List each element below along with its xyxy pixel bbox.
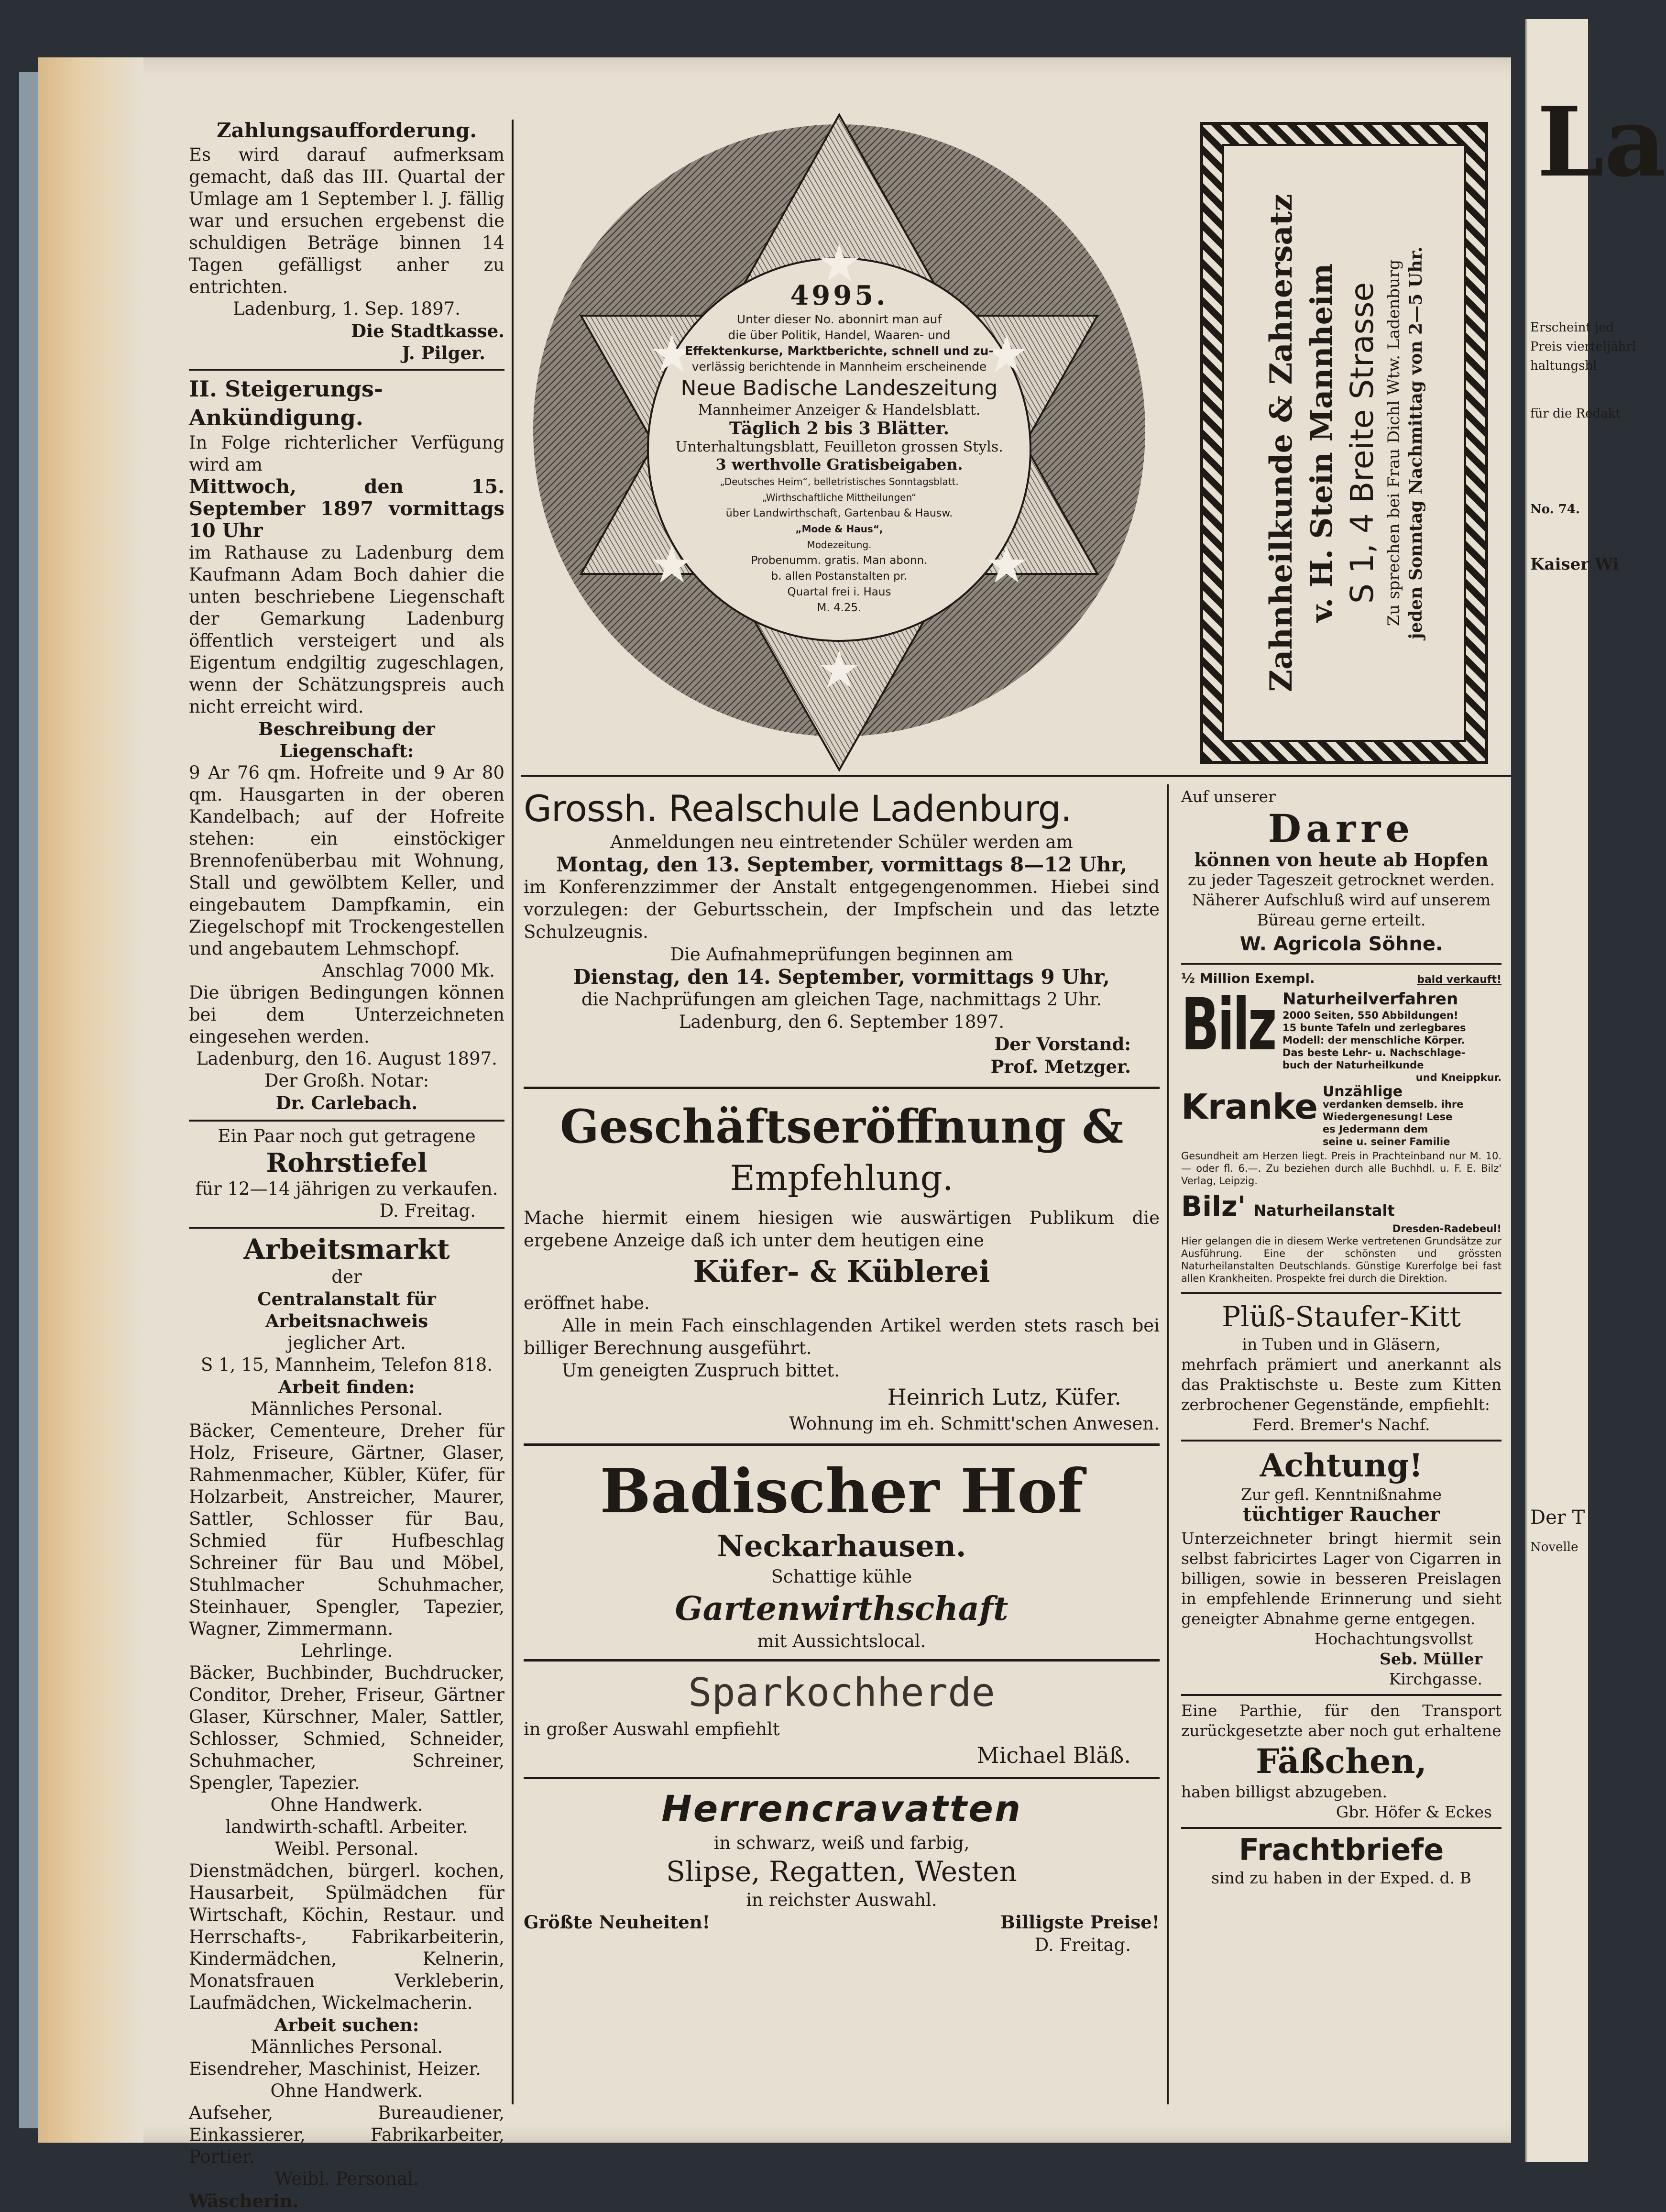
- pluess-line-2: mehrfach prämiert und anerkannt als das Praktischste u. Beste zum Kitten zerbrochener Gegenstände, empfiehlt:: [1181, 1355, 1502, 1414]
- emblem-line: b. allen Postanstalten pr.: [771, 570, 908, 583]
- divider: [189, 1227, 504, 1229]
- emblem-line: M. 4.25.: [817, 602, 862, 614]
- zahlung-signature-1: Die Stadtkasse.: [351, 320, 504, 341]
- bilz-book-desc: [1282, 989, 1502, 1084]
- divider: [1181, 1440, 1502, 1442]
- bilz-anstalt: Naturheilanstalt: [1253, 1201, 1395, 1220]
- next-page-fragment: Der T: [1530, 1507, 1585, 1529]
- arbeit-weiblich-list: Dienstmädchen, bürgerl. kochen, Hausarbeit, Spülmädchen für Wirtschaft, Köchin, Restaur. und Herrschafts-, Fabrikarbeiterin, Kindermädchen, Kelnerin, Monatsfrauen Verkleberin, Laufmädchen, Wickelmacherin.: [189, 1860, 504, 2013]
- arbeit-ohne-list: landwirth-schaftl. Arbeiter.: [225, 1816, 468, 1837]
- steigerung-date: Mittwoch, den 15. September 1897 vormittags 10 Uhr: [189, 475, 504, 542]
- divider: [524, 1659, 1160, 1662]
- zahlung-signature-2: J. Pilger.: [402, 342, 485, 363]
- badischer-place: Neckarhausen.: [717, 1529, 966, 1563]
- emblem-line: Unterhaltungsblatt, Feuilleton grossen Styls.: [675, 439, 1003, 455]
- darre-line-2: können von heute ab Hopfen: [1194, 849, 1489, 870]
- bilz-nat: Naturheilverfahren: [1282, 990, 1458, 1009]
- top-band-rule: [521, 775, 1511, 777]
- herren-line-2: Slipse, Regatten, Westen: [666, 1855, 1017, 1888]
- bilz-anstalt-logo: Bilz': [1181, 1190, 1246, 1222]
- real-title: Grossh. Realschule Ladenburg.: [524, 787, 1072, 830]
- bilz-desc-line: und Kneippkur.: [1415, 1072, 1502, 1083]
- zahnheilkunde-ad: [1200, 122, 1488, 764]
- spar-line-1: in großer Auswahl empfiehlt: [524, 1719, 780, 1739]
- bilz-desc-line: buch der Naturheilkunde: [1282, 1059, 1424, 1071]
- geschaeftseroeffnung-ad: [524, 1099, 1160, 1435]
- rohr-signature: D. Freitag.: [379, 1200, 476, 1221]
- achtung-signature: Seb. Müller: [1380, 1650, 1482, 1668]
- arbeit-lehrlinge-list: Bäcker, Buchbinder, Buchdrucker, Conditor, Dreher, Friseur, Gärtner Glaser, Kürschner, Maler, Sattler, Schlosser, Schmied, Schneider, Schuhmacher, Schreiner, Spengler, Tapezier.: [189, 1662, 504, 1793]
- steigerung-body: im Rathause zu Ladenburg dem Kaufmann Adam Boch dahier die unten beschriebene Liegenschaft der Gemarkung Ladenburg öffentlich versteigert und als Eigentum endgiltig zugeschlagen, wenn der Schätzungspreis auch nicht erreicht wird.: [189, 542, 504, 717]
- divider: [524, 1087, 1160, 1089]
- badischer-garten: Gartenwirthschaft: [675, 1590, 1008, 1628]
- achtung-hochachtungsvoll: Hochachtungsvollst: [1314, 1629, 1473, 1648]
- real-date-2: Dienstag, den 14. September, vormittags 9 Uhr,: [573, 965, 1110, 989]
- bilz-desc-line: 15 bunte Tafeln und zerlegbares: [1282, 1022, 1466, 1034]
- achtung-line-1: Zur gefl. Kenntnißnahme: [1240, 1485, 1442, 1504]
- geschaeft-para-4: Um geneigten Zuspruch bittet.: [562, 1360, 840, 1381]
- pluess-signature: Ferd. Bremer's Nachf.: [1252, 1415, 1430, 1434]
- steigerung-signature-1: Der Großh. Notar:: [264, 1070, 429, 1091]
- next-page-fragment: Novelle: [1530, 1540, 1578, 1554]
- geschaeft-address: Wohnung im eh. Schmitt'schen Anwesen.: [789, 1413, 1160, 1434]
- geschaeft-para-2: eröffnet habe.: [524, 1293, 650, 1313]
- herren-signature: D. Freitag.: [1034, 1935, 1131, 1955]
- divider: [1181, 1694, 1502, 1696]
- bilz-ad: [1181, 969, 1502, 1285]
- pluess-staufer-ad: [1181, 1299, 1502, 1435]
- arbeit-lehrlinge: Lehrlinge.: [300, 1640, 393, 1661]
- next-page-fragment: No. 74.: [1530, 502, 1580, 517]
- geschaeft-para-3: Alle in mein Fach einschlagenden Artikel werden stets rasch bei billiger Berechnung ausgeführt.: [524, 1315, 1160, 1358]
- emblem-line: 3 werthvolle Gratisbeigaben.: [715, 455, 963, 473]
- zahn-name: v. H. Stein Mannheim: [1304, 263, 1339, 623]
- achtung-line-2: tüchtiger Raucher: [1242, 1503, 1440, 1526]
- faesschen-signature: Gbr. Höfer & Eckes: [1336, 1803, 1492, 1821]
- arbeit-line-3: jeglicher Art.: [287, 1332, 406, 1353]
- badischer-line-1: Schattige kühle: [771, 1566, 912, 1587]
- achtung-title: Achtung!: [1260, 1447, 1423, 1484]
- arbeitsmarkt-listing: [189, 1233, 504, 2212]
- divider: [189, 1120, 504, 1122]
- badischer-hof-ad: [524, 1455, 1160, 1652]
- achtung-ad: [1181, 1446, 1502, 1689]
- darre-line-3: zu jeder Tageszeit getrocknet werden.: [1187, 870, 1495, 889]
- arbeit-title: Arbeitsmarkt: [243, 1233, 450, 1266]
- arbeit-maennlich: Männliches Personal.: [250, 1398, 443, 1419]
- emblem-line: Unter dieser No. abonnirt man auf: [736, 312, 942, 326]
- bilz-desc-line: Das beste Lehr- u. Nachschlage-: [1282, 1047, 1466, 1058]
- arbeit-maennlich-list: Bäcker, Cementeure, Dreher für Holz, Friseure, Gärtner, Glaser, Rahmenmacher, Kübler, Küfer, für Holzarbeit, Anstreicher, Maurer, Sattler, Schlosser für Bau, Schmied für Hufbeschlag Schreiner für Bau und Möbel, Stuhlmacher Schuhmacher, Steinhauer, Spengler, Tapezier, Wagner, Zimmermann.: [189, 1420, 504, 1639]
- emblem-line: „Mode & Haus“,: [795, 523, 883, 535]
- emblem-number: 4995.: [790, 280, 888, 311]
- darre-ad: [1181, 787, 1502, 958]
- bilz-big: Bilz: [1181, 983, 1275, 1067]
- steigerung-signature-2: Dr. Carlebach.: [275, 1092, 418, 1113]
- bilz-kranke-text: [1322, 1083, 1502, 1148]
- zahlung-title: Zahlungsaufforderung.: [216, 119, 477, 142]
- real-date-1: Montag, den 13. September, vormittags 8—12 Uhr,: [556, 853, 1128, 876]
- emblem-line: Modezeitung.: [807, 539, 872, 550]
- bilz-kranke-row: [1181, 1083, 1502, 1148]
- steigerung-desc-head: Beschreibung der Liegenschaft:: [258, 718, 435, 761]
- darre-line-1: Auf unserer: [1181, 787, 1276, 806]
- real-line: Die Aufnahmeprüfungen beginnen am: [670, 944, 1013, 965]
- divider: [189, 369, 504, 371]
- rohrstiefel-ad: [189, 1125, 504, 1222]
- emblem-line: Effektenkurse, Marktberichte, schnell und zu-: [685, 344, 994, 358]
- sparkochherde-ad: [524, 1668, 1160, 1770]
- column-3: [1181, 787, 1502, 1888]
- pluess-line-1: in Tuben und in Gläsern,: [1242, 1335, 1441, 1354]
- geschaeft-signature: Heinrich Lutz, Küfer.: [887, 1384, 1121, 1410]
- darre-line-4: Näherer Aufschluß wird auf unserem Büreau gerne erteilt.: [1192, 891, 1491, 929]
- divider: [1181, 1827, 1502, 1829]
- emblem-line: „Deutsches Heim“, belletristisches Sonntagsblatt.: [720, 476, 959, 487]
- herren-right-slogan: Billigste Preise!: [1000, 1912, 1160, 1933]
- herren-line-3: in reichster Auswahl.: [746, 1890, 937, 1910]
- real-line: Anmeldungen neu eintretender Schüler werden am: [610, 832, 1073, 852]
- spar-signature: Michael Bläß.: [976, 1742, 1131, 1768]
- bilz-anstalt-desc: Hier gelangen die in diesem Werke vertretenen Grundsätze zur Ausführung. Eine der schönsten und grössten Naturheilanstalten Deutschlands. Günstige Kurerfolge bei fast allen Krankheiten. Prospekte frei durch die Direktion.: [1181, 1235, 1502, 1284]
- emblem-line: über Landwirthschaft, Gartenbau & Hausw.: [725, 507, 953, 519]
- zahn-inner-frame: [1222, 144, 1466, 742]
- real-line: im Konferenzzimmer der Anstalt entgegengenommen. Hiebei sind vorzulegen: der Geburtsschein, der Impfschein und das letzte Schulzeugnis.: [524, 877, 1160, 942]
- pluess-title: Plüß-Staufer-Kitt: [1222, 1300, 1461, 1333]
- divider: [524, 1777, 1160, 1779]
- arbeit-line-1: der: [331, 1266, 362, 1287]
- zahlung-place-date: Ladenburg, 1. Sep. 1897.: [233, 298, 460, 319]
- next-page-strip: [1525, 19, 1666, 2162]
- achtung-place: Kirchgasse.: [1389, 1670, 1482, 1688]
- faesschen-ad: [1181, 1701, 1502, 1822]
- geschaeft-title-2: Empfehlung.: [730, 1158, 954, 1198]
- arbeit-ohne-2: Ohne Handwerk.: [270, 2080, 423, 2101]
- arbeit-weiblich-2: Weibl. Personal.: [274, 2168, 419, 2189]
- arbeit-weiblich: Weibl. Personal.: [274, 1838, 419, 1859]
- bilz-anstalt-row: [1181, 1190, 1502, 1222]
- zahn-title: Zahnheilkunde & Zahnersatz: [1263, 194, 1299, 692]
- divider: [1181, 963, 1502, 965]
- rohr-line-1: Ein Paar noch gut getragene: [218, 1126, 476, 1146]
- badischer-line-2: mit Aussichtslocal.: [757, 1631, 926, 1651]
- herrencravatten-ad: [524, 1786, 1160, 1956]
- zahn-line-1: Zu sprechen bei Frau Dichl Wtw. Ladenburg: [1384, 259, 1403, 627]
- zahlung-body: Es wird darauf aufmerksam gemacht, daß das III. Quartal der Umlage am 1 September l. J. fällig war und ersuchen ergebenst die schuldigen Beträge binnen 14 Tagen gefälligst anher zu entrichten.: [189, 144, 504, 297]
- next-page-masthead: La: [1537, 86, 1666, 198]
- bilz-kranke-line: verdanken demselb. ihre: [1322, 1099, 1464, 1110]
- darre-signature: W. Agricola Söhne.: [1239, 933, 1443, 955]
- divider: [1181, 1292, 1502, 1294]
- bilz-kranke-line: seine u. seiner Familie: [1322, 1136, 1450, 1147]
- real-signature-1: Der Vorstand:: [994, 1034, 1131, 1055]
- landeszeitung-emblem: [528, 115, 1150, 770]
- realschule-notice: [524, 787, 1160, 1078]
- emblem-line: „Wirthschaftliche Mittheilungen“: [762, 492, 917, 503]
- next-page-fragment: haltungsbl: [1530, 359, 1597, 373]
- geschaeft-title-1: Geschäftseröffnung &: [559, 1100, 1124, 1154]
- bilz-kranke-line: Wiedergenesung! Lese: [1322, 1111, 1453, 1123]
- zahn-rotated-text: [1261, 156, 1427, 730]
- badischer-title: Badischer Hof: [600, 1456, 1084, 1527]
- bilz-desc-line: Modell: der menschliche Körper.: [1282, 1034, 1465, 1046]
- arbeit-weiblich-2-list: Wäscherin.: [189, 2190, 299, 2212]
- arbeit-suchen: Arbeit suchen:: [274, 2014, 419, 2036]
- steigerung-place-date: Ladenburg, den 16. August 1897.: [196, 1048, 497, 1069]
- column-1: [189, 117, 504, 2212]
- faesschen-line-1: Eine Parthie, für den Transport zurückgesetzte aber noch gut erhaltene: [1181, 1701, 1502, 1740]
- emblem-paper-name: Neue Badische Landeszeitung: [680, 376, 998, 400]
- bilz-price: Gesundheit am Herzen liegt. Preis in Prachteinband nur M. 10.— oder fl. 6.—. Zu beziehen durch alle Buchhdl. u. F. E. Bilz' Verlag, Leipzig.: [1181, 1150, 1502, 1187]
- steigerung-intro: In Folge richterlicher Verfügung wird am: [189, 432, 504, 475]
- achtung-body: Unterzeichneter bringt hiermit sein selbst fabricirtes Lager von Cigarren in billigen, sowie in besseren Preislagen in empfehlende Erinnerung und sieht geneigter Abnahme gerne entgegen.: [1181, 1529, 1502, 1628]
- faesschen-title: Fäßchen,: [1256, 1741, 1427, 1781]
- arbeit-ohne: Ohne Handwerk.: [270, 1794, 423, 1815]
- page-edge-shadow: [38, 57, 143, 2143]
- bilz-desc-line: 2000 Seiten, 550 Abbildungen!: [1282, 1010, 1458, 1021]
- spar-title: Sparkochherde: [688, 1670, 995, 1716]
- arbeit-line-4: S 1, 15, Mannheim, Telefon 818.: [201, 1354, 493, 1375]
- bilz-unzaehlige: Unzählige: [1322, 1083, 1403, 1100]
- emblem-daily: Täglich 2 bis 3 Blätter.: [729, 418, 950, 439]
- real-line: die Nachprüfungen am gleichen Tage, nachmittags 2 Uhr.: [581, 989, 1102, 1010]
- column-rule-1: [512, 120, 514, 2104]
- emblem-text: [662, 280, 1016, 616]
- geschaeft-shop: Küfer- & Küblerei: [693, 1254, 990, 1289]
- emblem-line: die über Politik, Handel, Waaren- und: [728, 328, 951, 342]
- herren-left-slogan: Größte Neuheiten!: [524, 1912, 710, 1933]
- rohr-line-2: für 12—14 jährigen zu verkaufen.: [195, 1178, 498, 1199]
- next-page-fragment: Kaiser Wi: [1530, 555, 1619, 574]
- bilz-top-row: [1181, 983, 1502, 1084]
- geschaeft-para-1: Mache hiermit einem hiesigen wie auswärtigen Publikum die ergebene Anzeige daß ich unter dem heutigen eine: [524, 1208, 1160, 1251]
- next-page-fragment: Erscheint jed: [1530, 320, 1614, 335]
- steigerung-anschlag: Anschlag 7000 Mk.: [322, 960, 495, 981]
- herren-title: Herrencravatten: [661, 1787, 1022, 1830]
- column-2: [524, 787, 1160, 1956]
- steigerung-rest: Die übrigen Bedingungen können bei dem Unterzeichneten eingesehen werden.: [189, 982, 504, 1047]
- fracht-line-1: sind zu haben in der Exped. d. B: [1211, 1869, 1471, 1887]
- fracht-title: Frachtbriefe: [1239, 1832, 1444, 1867]
- steigerung-desc: 9 Ar 76 qm. Hofreite und 9 Ar 80 qm. Hausgarten in der oberen Kandelbach; auf der Hofreite stehen: ein einstöckiger Brennofenüberbau mit Wohnung, Stall und gewölbtem Keller, und eingebautem Dampfkamin, ein Ziegelschopf mit Trockengestellen und angebautem Lehmschopf.: [189, 762, 504, 959]
- arbeit-finden: Arbeit finden:: [278, 1376, 415, 1398]
- arbeit-maennlich-2-list: Eisendreher, Maschinist, Heizer.: [189, 2058, 481, 2079]
- steigerung-title: II. Steigerungs-Ankündigung.: [189, 376, 383, 430]
- steigerung-notice: [189, 374, 504, 1114]
- bilz-kranke: Kranke: [1181, 1087, 1318, 1127]
- arbeit-maennlich-2: Männliches Personal.: [250, 2036, 443, 2057]
- faesschen-line-2: haben billigst abzugeben.: [1181, 1783, 1387, 1801]
- bilz-dresden: Dresden-Radebeul!: [1392, 1223, 1502, 1234]
- bilz-sold: bald verkauft!: [1417, 974, 1502, 986]
- arbeit-ohne-2-list: Aufseher, Bureaudiener, Einkassierer, Fabrikarbeiter, Portier.: [189, 2102, 504, 2167]
- divider: [524, 1443, 1160, 1446]
- rohr-title: Rohrstiefel: [266, 1147, 427, 1178]
- herren-line-1: in schwarz, weiß und farbig,: [713, 1833, 970, 1853]
- emblem-line: Probenumm. gratis. Man abonn.: [751, 554, 928, 567]
- bilz-kranke-line: es Jedermann dem: [1322, 1123, 1428, 1135]
- arbeit-line-2: Centralanstalt für Arbeitsnachweis: [257, 1288, 436, 1332]
- emblem-line: verlässig berichtende in Mannheim erscheinende: [691, 360, 987, 374]
- herren-bottom-row: [524, 1911, 1160, 1934]
- bilz-million: ½ Million Exempl.: [1181, 970, 1315, 986]
- next-page-fragment: für die Redakt: [1530, 407, 1621, 421]
- darre-title: Darre: [1268, 806, 1415, 851]
- frachtbriefe-ad: [1181, 1832, 1502, 1888]
- emblem-subtitle: Mannheimer Anzeiger & Handelsblatt.: [698, 402, 981, 418]
- next-page-fragment: Preis vierteljährl: [1530, 340, 1636, 354]
- column-rule-2: [1167, 784, 1169, 2104]
- zahlungsaufforderung-notice: [189, 117, 504, 364]
- zahn-line-2: jeden Sonntag Nachmittag von 2—5 Uhr.: [1406, 246, 1426, 639]
- real-place-date: Ladenburg, den 6. September 1897.: [679, 1012, 1005, 1032]
- real-signature-2: Prof. Metzger.: [990, 1056, 1131, 1077]
- zahn-address: S 1, 4 Breite Strasse: [1344, 282, 1381, 604]
- emblem-line: Quartal frei i. Haus: [787, 586, 891, 598]
